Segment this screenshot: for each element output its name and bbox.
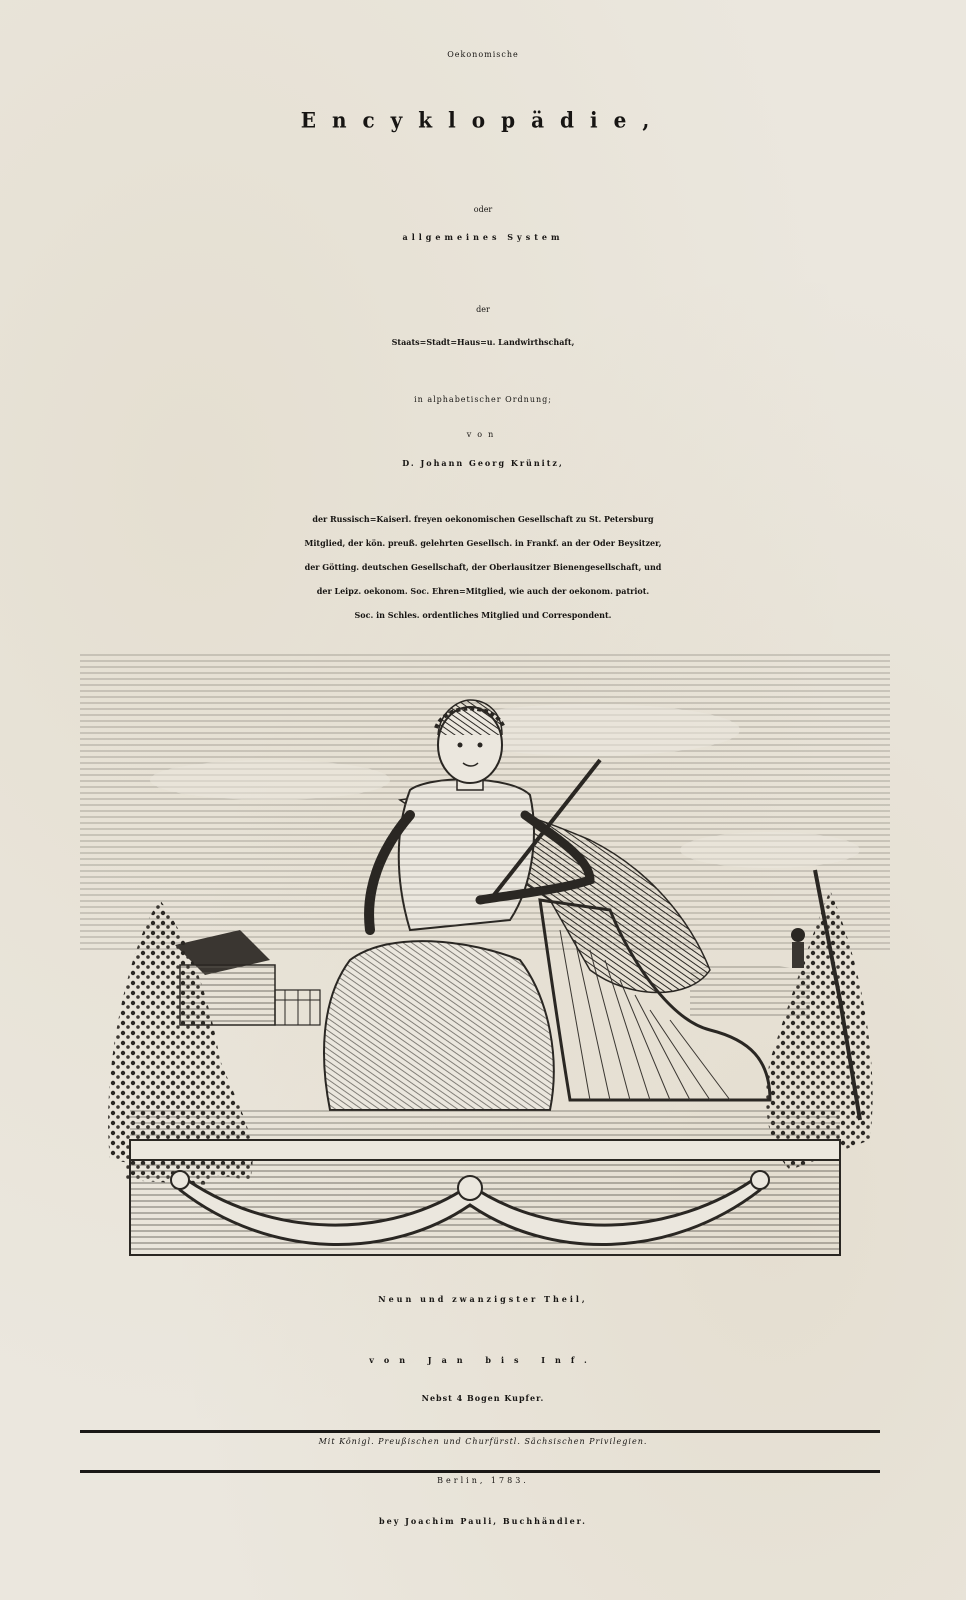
affiliation-line: der Leipz. oekonom. Soc. Ehren=Mitglied, wie auch der oekonom. patriot. [316,586,650,596]
affiliation-line: Mitglied, der kön. preuß. gelehrten Gesellsch. in Frankf. an der Oder Beysitzer, [304,538,662,548]
plates-note: Nebst 4 Bogen Kupfer. [421,1393,545,1403]
affiliation-line: der Russisch=Kaiserl. freyen oekonomischen Gesellschaft zu St. Petersburg [312,514,654,524]
order-line: in alphabetischer Ordnung; [414,395,552,404]
rule-top [80,1430,880,1433]
imprint-place-year: Berlin, 1783. [437,1476,529,1485]
connector-der: der [476,305,490,314]
privilege-line: Mit Königl. Preußischen und Churfürstl. Sächsischen Privilegien. [318,1437,648,1446]
title-line-allgemeines-system: allgemeines System [402,232,564,242]
connector-von: von [466,430,500,439]
volume-range: von Jan bis Inf. [369,1355,597,1365]
affiliation-line: der Götting. deutschen Gesellschaft, der Oberlausitzer Bienengesellschaft, und [304,562,662,572]
rule-bottom [80,1470,880,1473]
connector-oder: oder [473,205,493,214]
frontispiece-engraving [70,640,900,1280]
volume-number: Neun und zwanzigster Theil, [378,1294,588,1304]
author-name: D. Johann Georg Krünitz, [402,458,564,468]
imprint-publisher: bey Joachim Pauli, Buchhändler. [379,1516,587,1526]
affiliation-line: Soc. in Schles. ordentliches Mitglied und Correspondent. [354,610,612,620]
title-line-encyklopaedie: Encyklopädie, [300,107,666,133]
title-line-landwirthschaft: Staats=Stadt=Haus=u. Landwirthschaft, [391,337,575,347]
title-line-oekonomische: Oekonomische [447,50,519,59]
